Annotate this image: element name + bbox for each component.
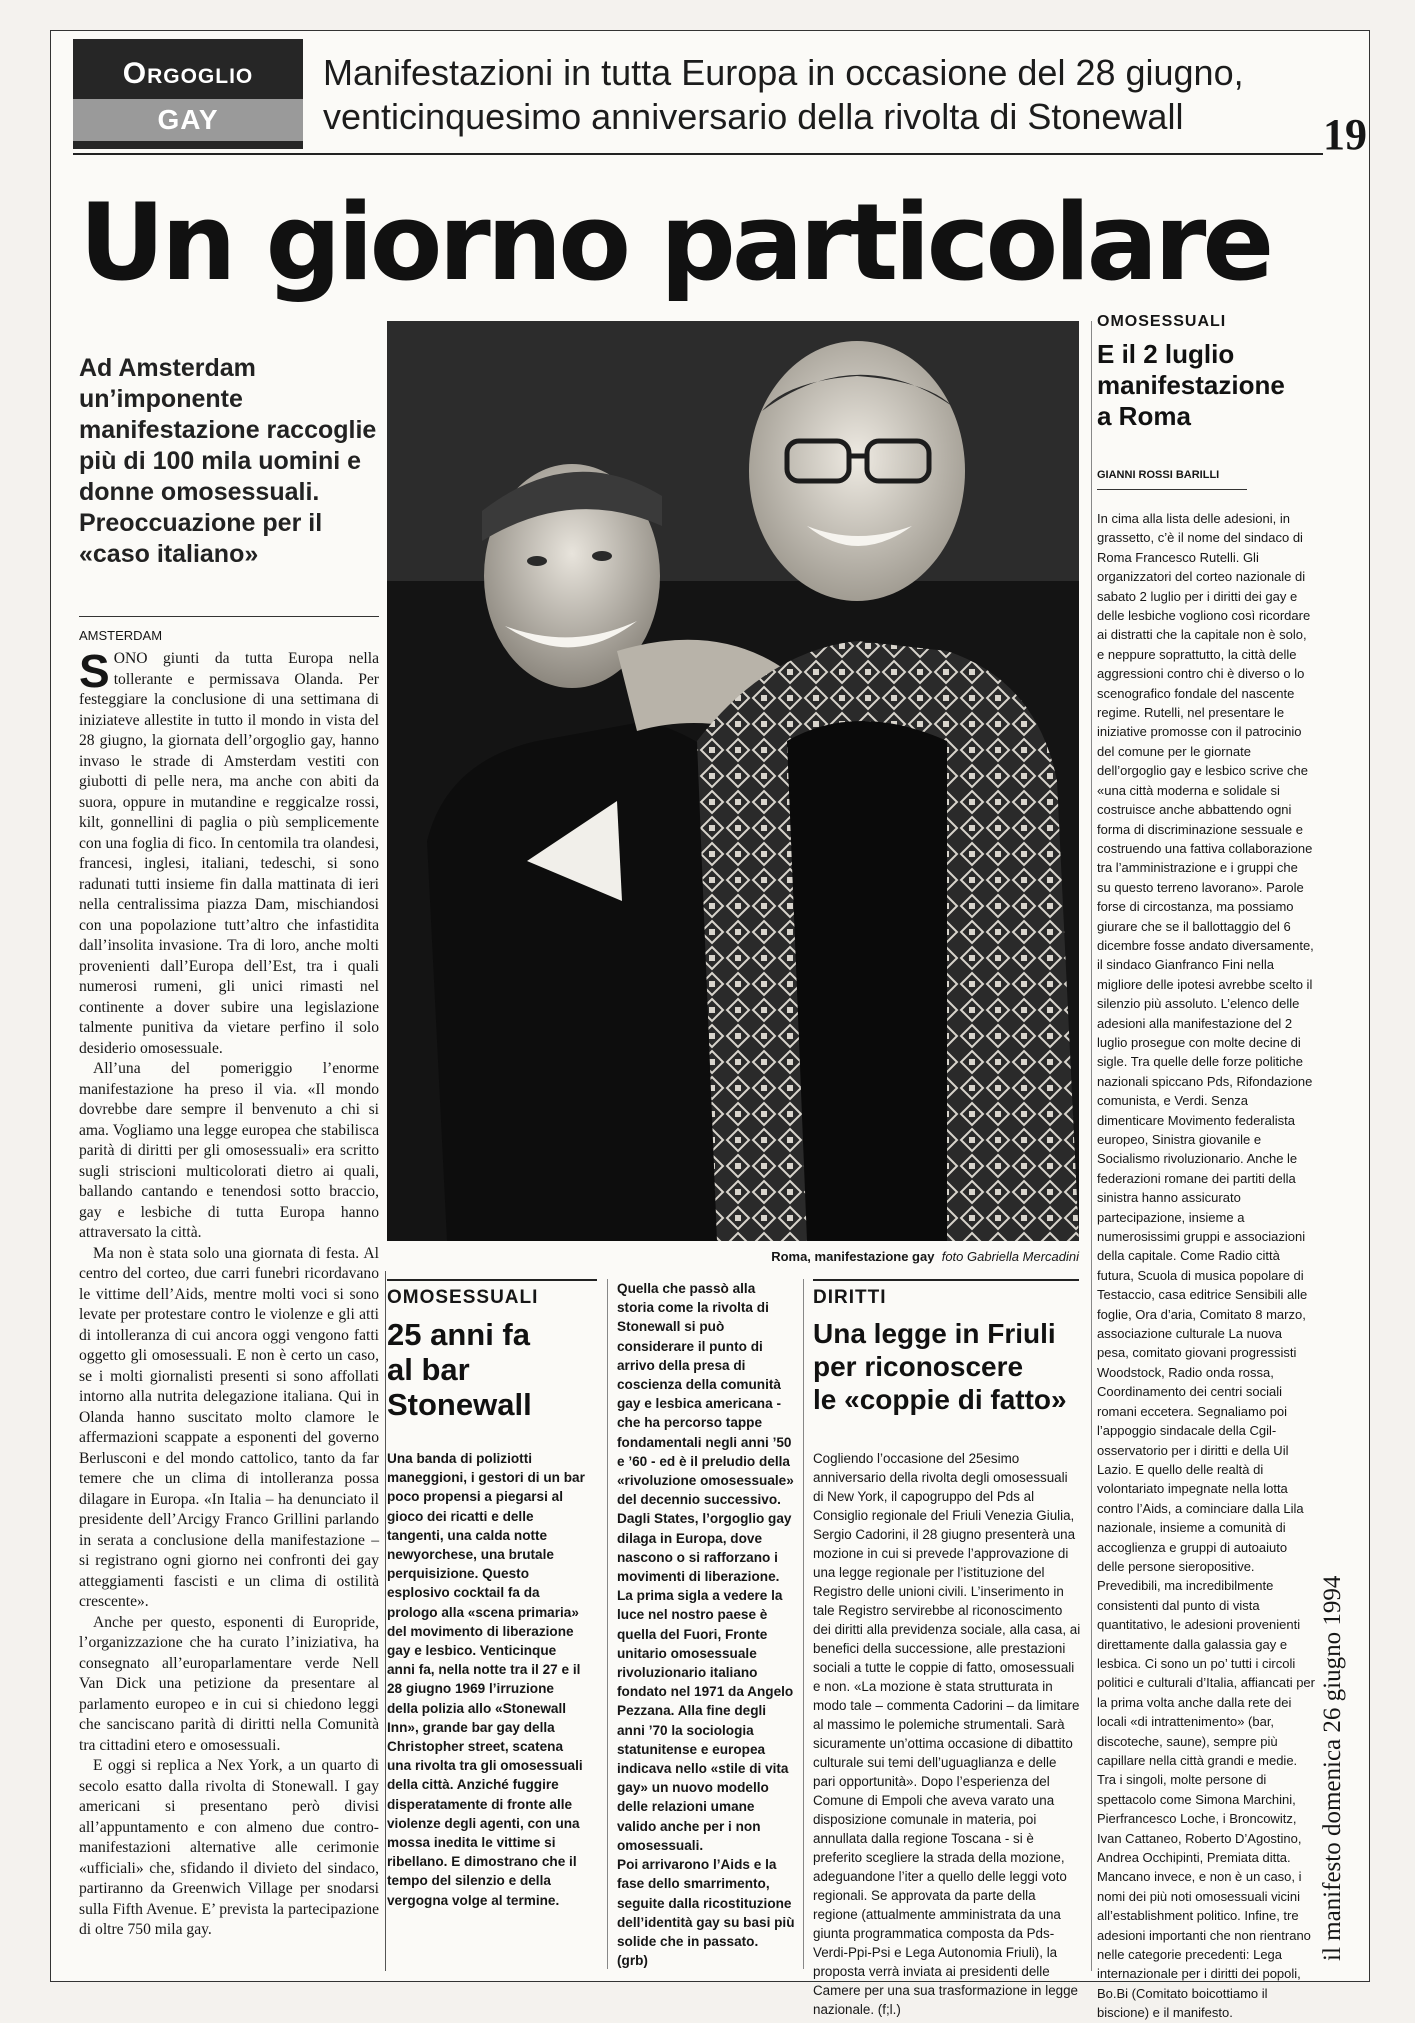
standfirst-rule (79, 616, 379, 617)
main-article-body (79, 645, 379, 1969)
title-line: manifestazione (1097, 370, 1285, 400)
deck-line-1: Manifestazioni in tutta Europa in occasione del 28 giugno, (323, 52, 1244, 93)
paragraph-text: giunti da tutta Europa nella tollerante e permissava Olanda. Per festeggiare la conclusione di una settimana di iniziateve allestite in tutto il mondo in vista del 28 giugno, la giornata dell’orgoglio gay, hanno invaso le strade di Amsterdam vestiti con giubotti di pelle nera, ma anche con abiti da suora, oppure in mutandine e reggicalze rossi, kilt, gonnellini di paglia o più semplicemente con una foglia di fico. In centomila tra olandesi, francesi, inglesi, italiani, tedeschi, si sono radunati tutti insieme fin dalla mattinata di ieri nella centralissima piazza Dam, mischiandosi con una popolazione tutt’altro che infastidita dall’insolita invasione. Tra di loro, anche molti provenienti dall’Europa dell’Est, tra i quali numerosi rumeni, gli unici rimasti nel continente a dover subire una legislazione talmente punitiva da vietare perfino il solo desiderio omosessuale. (79, 650, 379, 1057)
article-paragraph (79, 645, 379, 1059)
roma-title (1097, 339, 1319, 432)
photo-image (387, 321, 1079, 1241)
article-paragraph: All’una del pomeriggio l’enorme manifestazione ha preso il via. «Il mondo dovrebbe dare sempre il benvenuto a chi si ama. Vogliamo una legge europea che stabilisca parità di diritti per gli omosessuali» era scritto sugli striscioni multicolorati dietro ai quali, ballando cantando e tenendosi sotto braccio, gay e lesbiche di tutta Europa hanno attraversato la città. (79, 1060, 379, 1241)
caption-text: Roma, manifestazione gay (771, 1249, 935, 1264)
stonewall-title (387, 1317, 597, 1422)
section-kicker (73, 39, 303, 149)
title-line: Stonewall (387, 1387, 532, 1422)
roma-body: In cima alla lista delle adesioni, in grassetto, c’è il nome del sindaco di Roma Francesco Rutelli. Gli organizzatori del corteo nazionale di sabato 2 luglio per i diritti dei gay e delle lesbiche vogliono così ricordare ai distratti che la capitale non è solo, e neppure soprattutto, la città delle aggressioni contro chi è diverso o lo scenografico fondale del nascente regime. Rutelli, nel presentare le iniziative promosse con il patrocinio del comune per le giornate dell’orgoglio gay e lesbico scrive che «una città moderna e solidale si costruisce anche abbattendo ogni forma di discriminazione sessuale e costruendo una fattiva collaborazione tra l’amministrazione e i gruppi che su questo terreno lavorano». Parole forse di circostanza, ma possiamo giurare che se il ballottaggio del 6 dicembre fosse andato diversamente, il sindaco Gianfranco Fini nella migliore delle ipotesi avrebbe scelto il silenzio più assoluto. L’elenco delle adesioni alla manifestazione del 2 luglio prosegue con molte decine di sigle. Tra quelle delle forze politiche nazionali spiccano Pds, Rifondazione comunista, e Verdi. Senza dimenticare Movimento federalista europeo, Sinistra giovanile e Socialismo rivoluzionario. Anche le federazioni romane dei partiti della sinistra hanno assicurato partecipazione, insieme a numerosissimi gruppi e associazioni della capitale. Come Radio città futura, Scuola di musica popolare di Testaccio, casa editrice Sensibili alle foglie, Ora d’aria, Comitato 8 marzo, associazione culturale La nuova pesa, comitato giovani progressisti Woodstock, Radio onda rossa, Coordinamento dei centri sociali romani eccetera. Segnaliamo poi l’appoggio sindacale della Cgil-osservatorio per i diritti e della Uil Lazio. E quello delle realtà di volontariato impegnate nella lotta contro l’Aids, a cominciare dalla Lila nazionale, insieme a comunità di accoglienza e gruppi di autoaiuto delle persone sieropositive. Prevedibili, ma incredibilmente consistenti dal punto di vista quantitativo, le adesioni provenienti direttamente dalla galassia gay e lesbica. Ci sono un po’ tutti i circoli politici e culturali d’Italia, affiancati per la prima volta anche dalla rete dei locali «di intrattenimento» (bar, discoteche, saune), sempre più capillare nella città grandi e medie. Tra i singoli, molte persone di spettacolo come Simona Marchini, Pierfrancesco Loche, i Broncowitz, Ivan Cattaneo, Roberto D’Agostino, Andrea Occhipinti, Premiata ditta. Mancano invece, e non è un caso, i nomi dei più noti omosessuali vicini all’establishment politico. Infine, tre adesioni importanti che non rientrano nelle categorie precedenti: Lega internazionale per i diritti dei popoli, Bo.Bi (Comitato boicottiamo il biscione) e il manifesto. (1097, 511, 1315, 2021)
deck (323, 51, 1303, 139)
title-line: le «coppie di fatto» (813, 1384, 1067, 1415)
byline-rule (1097, 489, 1247, 490)
article-paragraph: E oggi si replica a Nex York, a un quarto di secolo esatto dalla rivolta di Stonewall. I gay americani si presentano però divisi all’appuntamento e con almeno due contro-manifestazioni alternative alle cerimonie «ufficiali» che, sfidando il divieto del sindaco, partiranno da Greenwich Village per snodarsi sulla Fifth Avenue. E’ prevista la partecipazione di oltre 750 mila gay. (79, 1757, 379, 1938)
column-rule (803, 1279, 804, 1969)
article-paragraph: Anche per questo, esponenti di Europride, l’organizzazione che ha curato l’iniziativa, ha consegnato all’europarlamentare verde Nell Van Dick una petizione da presentare al parlamento europeo e in cui si chiedono leggi che sanciscano parità di diritti nella Comunità tra cittadini etero e omosessuali. (79, 1613, 379, 1754)
label-rule (387, 1279, 597, 1281)
standfirst: Ad Amsterdam un’imponente manifestazione raccoglie più di 100 mila uomini e donne omosessuali. Preoccuazione per il «caso italiano» (79, 354, 377, 568)
page-number: 19 (1323, 110, 1367, 159)
roma-label: OMOSESSUALI (1097, 313, 1227, 330)
deck-line-2: venticinquesimo anniversario della rivolta di Stonewall (323, 96, 1184, 137)
title-line: per riconoscere (813, 1351, 1024, 1382)
newspaper-page (50, 30, 1370, 2021)
stonewall-col-2 (617, 1279, 795, 1969)
title-line: 25 anni fa (387, 1317, 530, 1352)
drop-cap: S (79, 645, 110, 697)
kicker-line-1: Orgoglio (122, 57, 254, 90)
kicker-line-2: GAY (73, 99, 303, 141)
title-line: a Roma (1097, 401, 1191, 431)
photo-credit: foto Gabriella Mercadini (941, 1249, 1079, 1264)
title-line: al bar (387, 1352, 470, 1387)
byline: GIANNI ROSSI BARILLI (1097, 469, 1220, 481)
column-rule (607, 1279, 608, 1969)
column-rule (385, 1271, 386, 1971)
stonewall-label: OMOSESSUALI (387, 1287, 539, 1308)
photo-caption (387, 1249, 1079, 1264)
label-rule (813, 1279, 1079, 1281)
article-paragraph: Ma non è stata solo una giornata di festa. Al centro del corteo, due carri funebri ricordavano le vittime dell’Aids, mentre molti voci si sono levate per protestare contro le violenze e gli atti di intolleranza di cui ancora oggi vengono fatti oggetto gli omosessuali. E non è certo un caso, se i molti giornalisti presenti si sono affollati intorno alla nutrita delegazione italiana. Qui in Olanda hanno suscitato molto clamore le affermazioni scappate a esponenti del governo Berlusconi e del mondo cattolico, tanto da far temere che un clima di intolleranza possa dilagare in Europa. «In Italia – ha denunciato il presidente dell’Arcigy Franco Grillini parlando in serata a conclusione della manifestazione – si registrano ogni giorno nei confronti dei gay atteggiamenti fascisti e un clima di ostilità crescente». (79, 1244, 379, 1610)
header-rule (73, 153, 1323, 155)
photo (387, 321, 1079, 1241)
title-line: Una legge in Friuli (813, 1318, 1056, 1349)
signature: (grb) (617, 1953, 648, 1969)
main-headline: Un giorno particolare (79, 181, 1271, 304)
dateline: AMSTERDAM (79, 628, 163, 643)
friuli-title (813, 1317, 1089, 1416)
lead-caps: ONO (113, 650, 148, 667)
stonewall-col-1: Una banda di poliziotti maneggioni, i gestori di un bar poco propensi a piegarsi al gioco dei ricatti e delle tangenti, una calda notte newyorchese, una brutale perquisizione. Questo esplosivo cocktail fa da prologo alla «scena primaria» del movimento di liberazione gay e lesbico. Venticinque anni fa, nella notte tra il 27 e il 28 giugno 1969 l’irruzione della polizia allo «Stonewall Inn», grande bar gay della Christopher street, scatena una rivolta tra gli omosessuali della città. Anziché fuggire disperatamente di fronte alle violenze degli agenti, con una mossa inedita le vittime si ribellano. E dimostrano che il tempo del silenzio e della vergogna volge al termine. (387, 1451, 585, 1908)
stonewall-text: Quella che passò alla storia come la rivolta di Stonewall si può considerare il punto di arrivo della presa di coscienza della comunità gay e lesbica americana -che ha percorso tappe fondamentali negli anni ’50 e ’60 - ed è il preludio della «rivoluzione omosessuale» del decennio successivo. Dagli States, l’orgoglio gay dilaga in Europa, dove nascono o si rafforzano i movimenti di liberazione. La prima sigla a vedere la luce nel nostro paese è quella del Fuori, Fronte unitario omosessuale rivoluzionario italiano fondato nel 1971 da Angelo Pezzana. Alla fine degli anni ’70 la sociologia statunitense e europea indicava nello «stile di vita gay» un nuovo modello delle relazioni umane valido anche per i non omosessuali. (617, 1281, 794, 1853)
folio: il manifesto domenica 26 giugno 1994 (1319, 1575, 1346, 1961)
friuli-label: DIRITTI (813, 1287, 887, 1308)
friuli-body: Cogliendo l’occasione del 25esimo anniversario della rivolta degli omosessuali di New York, il capogruppo del Pds al Consiglio regionale del Friuli Venezia Giulia, Sergio Cadorini, il 28 giugno presenterà una mozione in cui si prevede l’approvazione di una legge regionale per l’istituzione del Registro delle unioni civili. L’inserimento in tale Registro servirebbe al riconoscimento dei diritti alla previdenza sociale, alla casa, ai benefici della successione, alle prestazioni sociali a tutte le coppie di fatto, omosessuali e non. «La mozione è stata strutturata in modo tale – commenta Cadorini – da limitare al massimo le polemiche strumentali. Sarà sicuramente un’ottima occasione di dibattito culturale sui temi dell’uguaglianza e delle pari opportunità». Dopo l’esperienza del Comune di Empoli che aveva varato una disposizione comunale in materia, poi annullata dalla regione Toscana - si è preferito scegliere la strada della mozione, adeguandone l’iter a quello delle leggi voto regionali. Se approvata da parte della regione (attualmente amministrata da una giunta programmatica composta da Pds-Verdi-Ppi-Psi e Lega Autonomia Friuli), la proposta verrà inviata ai presidenti delle Camere per una sua trasformazione in legge nazionale. (f;l.) (813, 1451, 1081, 2017)
title-line: E il 2 luglio (1097, 339, 1235, 369)
column-rule (1091, 321, 1092, 1971)
stonewall-text: Poi arrivarono l’Aids e la fase dello smarrimento, seguite dalla ricostituzione dell’identità gay su basi più solide che in passato. (617, 1857, 795, 1949)
